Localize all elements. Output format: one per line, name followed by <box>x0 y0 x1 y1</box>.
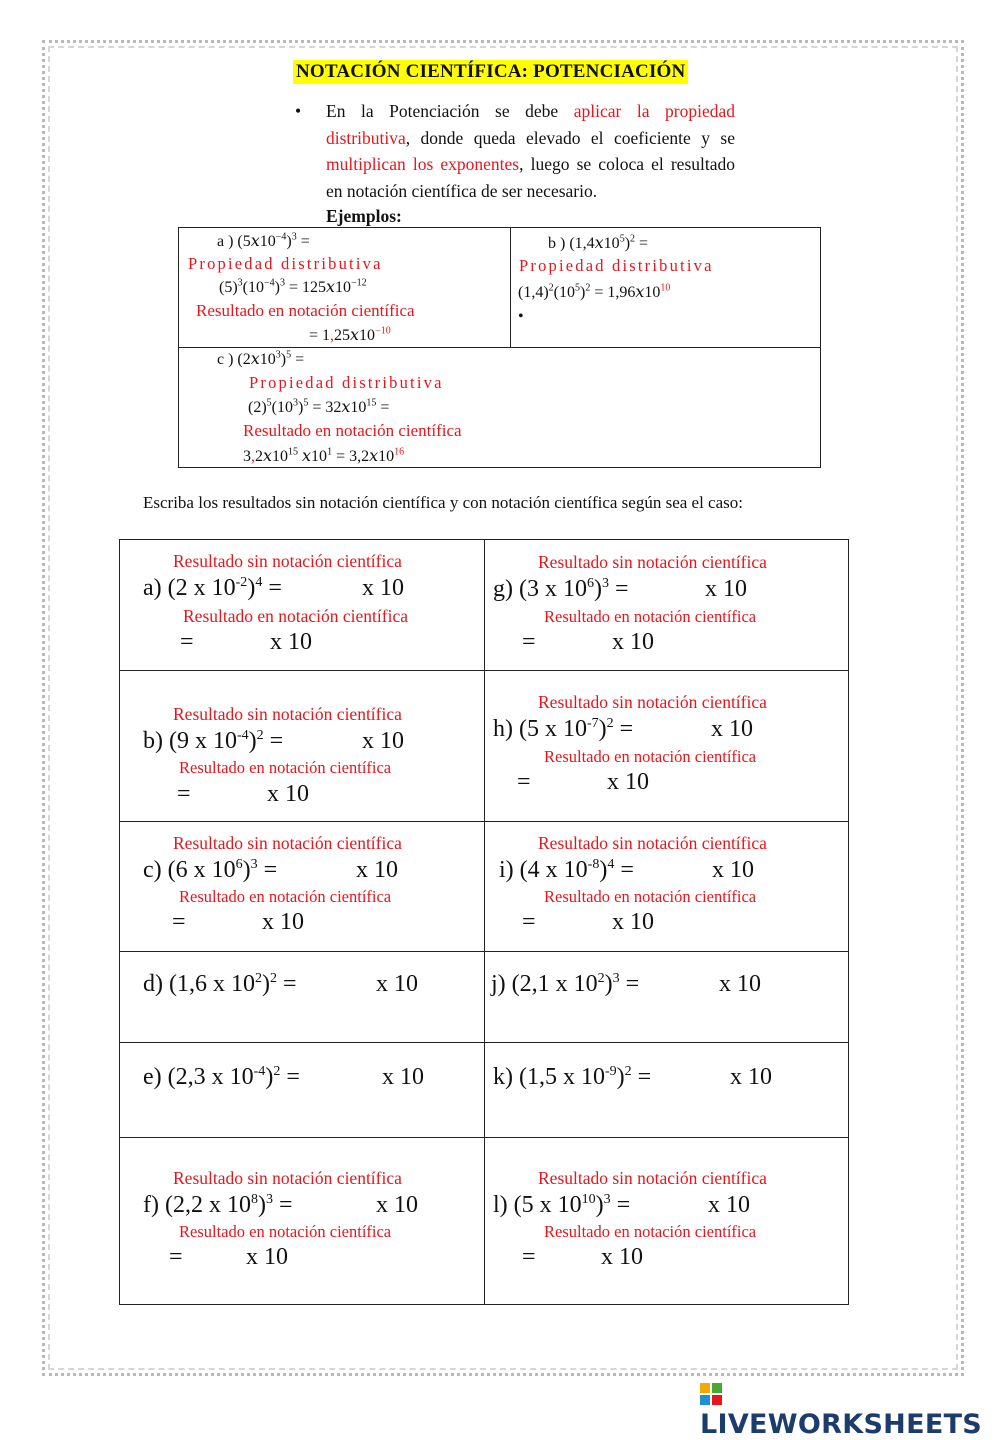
answer-d[interactable]: x 10 <box>376 971 418 997</box>
con-notacion-label: Resultado en notación científica <box>544 887 757 906</box>
answer-h-eq: = <box>517 769 531 795</box>
answer-i-sin[interactable]: x 10 <box>712 857 754 883</box>
examples-table <box>178 227 821 468</box>
example-a-result: = $1,25𝑥10^{-10}$ <box>309 325 391 344</box>
problem-j: j) (2,1 x $10^2)^3$ = <box>491 971 640 997</box>
con-notacion-label: Resultado en notación científica <box>544 1222 757 1241</box>
answer-f-sin[interactable]: x 10 <box>376 1192 418 1218</box>
problem-l: l) (5 x $10^{10})^3$ = <box>493 1192 631 1218</box>
answer-f-con[interactable]: x 10 <box>246 1244 288 1270</box>
answer-a-eq: = <box>180 629 194 655</box>
answer-c-con[interactable]: x 10 <box>262 909 304 935</box>
sin-notacion-label: Resultado sin notación científica <box>173 551 402 571</box>
example-b-step: $(1,4)^2(10^5)^2$ = $1,96𝑥10^{10}$ <box>518 282 671 301</box>
sin-notacion-label: Resultado sin notación científica <box>538 1168 767 1188</box>
con-notacion-label: Resultado en notación científica <box>179 1222 392 1241</box>
answer-a-con[interactable]: x 10 <box>270 629 312 655</box>
answer-h-con[interactable]: x 10 <box>607 769 649 795</box>
problem-k: k) (1,5 x $10^{-9})^2$ = <box>493 1064 652 1090</box>
con-notacion-label: Resultado en notación científica <box>544 747 757 766</box>
answer-h-sin[interactable]: x 10 <box>711 716 753 742</box>
answer-g-sin[interactable]: x 10 <box>705 576 747 602</box>
answer-e[interactable]: x 10 <box>382 1064 424 1090</box>
con-notacion-label: Resultado en notación científica <box>179 758 392 777</box>
sin-notacion-label: Resultado sin notación científica <box>538 833 767 853</box>
problem-d: d) (1,6 x $10^2)^2$ = <box>143 971 297 997</box>
answer-c-eq: = <box>172 909 186 935</box>
problem-h: h) (5 x $10^{-7})^2$ = <box>493 716 634 742</box>
exercise-grid <box>119 539 849 1305</box>
bullet-icon: • <box>518 308 524 325</box>
answer-f-eq: = <box>169 1244 183 1270</box>
example-c-result: $3,2𝑥10^{15}$ $𝑥10^1$ = $3,2𝑥10^{16}$ <box>243 446 405 465</box>
problem-i: i) (4 x $10^{-8})^4$ = <box>499 857 634 883</box>
answer-k[interactable]: x 10 <box>730 1064 772 1090</box>
problem-g: g) (3 x $10^6)^3$ = <box>493 576 629 602</box>
answer-g-con[interactable]: x 10 <box>612 629 654 655</box>
answer-l-sin[interactable]: x 10 <box>708 1192 750 1218</box>
answer-l-eq: = <box>522 1244 536 1270</box>
example-c-step: $(2)^5(10^3)^5$ = $32𝑥10^{15}$ = <box>248 397 390 416</box>
sin-notacion-label: Resultado sin notación científica <box>173 833 402 853</box>
example-c-problem: c ) $(2𝑥10^3)^5$ = <box>217 349 305 368</box>
sin-notacion-label: Resultado sin notación científica <box>538 552 767 572</box>
con-notacion-label: Resultado en notación científica <box>179 887 392 906</box>
answer-b-sin[interactable]: x 10 <box>362 728 404 754</box>
answer-j[interactable]: x 10 <box>719 971 761 997</box>
problem-f: f) (2,2 x $10^8)^3$ = <box>143 1192 293 1218</box>
example-a-problem: a ) $(5𝑥10^{-4})^3$ = <box>217 231 310 250</box>
answer-c-sin[interactable]: x 10 <box>356 857 398 883</box>
answer-b-eq: = <box>177 781 191 807</box>
problem-a: a) (2 x $10^{-2})^4$ = <box>143 575 282 601</box>
example-c-prop-label: Propiedad distributiva <box>249 373 444 392</box>
problem-b: b) (9 x $10^{-4})^2$ = <box>143 728 284 754</box>
example-c-result-label: Resultado en notación científica <box>243 421 462 440</box>
example-b-prop-label: Propiedad distributiva <box>519 256 714 275</box>
answer-l-con[interactable]: x 10 <box>601 1244 643 1270</box>
sin-notacion-label: Resultado sin notación científica <box>173 704 402 724</box>
liveworksheets-logo: LIVEWORKSHEETS <box>700 1378 1000 1440</box>
bullet-icon: • <box>295 101 302 121</box>
page-title: NOTACIÓN CIENTÍFICA: POTENCIACIÓN <box>293 60 688 84</box>
answer-i-eq: = <box>522 909 536 935</box>
instruction-text: Escriba los resultados sin notación científica y con notación científica según sea el caso: <box>143 493 743 512</box>
answer-b-con[interactable]: x 10 <box>267 781 309 807</box>
answer-a-sin[interactable]: x 10 <box>362 575 404 601</box>
problem-e: e) (2,3 x $10^{-4})^2$ = <box>143 1064 300 1090</box>
example-a-result-label: Resultado en notación científica <box>196 301 415 320</box>
examples-heading: Ejemplos: <box>326 206 402 226</box>
logo-icon <box>700 1383 722 1405</box>
sin-notacion-label: Resultado sin notación científica <box>538 692 767 712</box>
con-notacion-label: Resultado en notación científica <box>544 607 757 626</box>
answer-g-eq: = <box>522 629 536 655</box>
example-a-prop-label: Propiedad distributiva <box>188 254 383 273</box>
example-b-problem: b ) $(1,4𝑥10^5)^2$ = <box>548 233 649 252</box>
intro-paragraph: • En la Potenciación se debe aplicar la propiedad distributiva, donde queda elevado el coeficiente y se multiplican los exponentes, luego se coloca el resultado en notación científica de ser necesario. <box>295 98 735 204</box>
example-a-step: $(5)^3(10^{-4})^3$ = $125𝑥10^{-12}$ <box>219 277 367 296</box>
con-notacion-label: Resultado en notación científica <box>183 606 408 626</box>
answer-i-con[interactable]: x 10 <box>612 909 654 935</box>
sin-notacion-label: Resultado sin notación científica <box>173 1168 402 1188</box>
problem-c: c) (6 x $10^6)^3$ = <box>143 857 278 883</box>
